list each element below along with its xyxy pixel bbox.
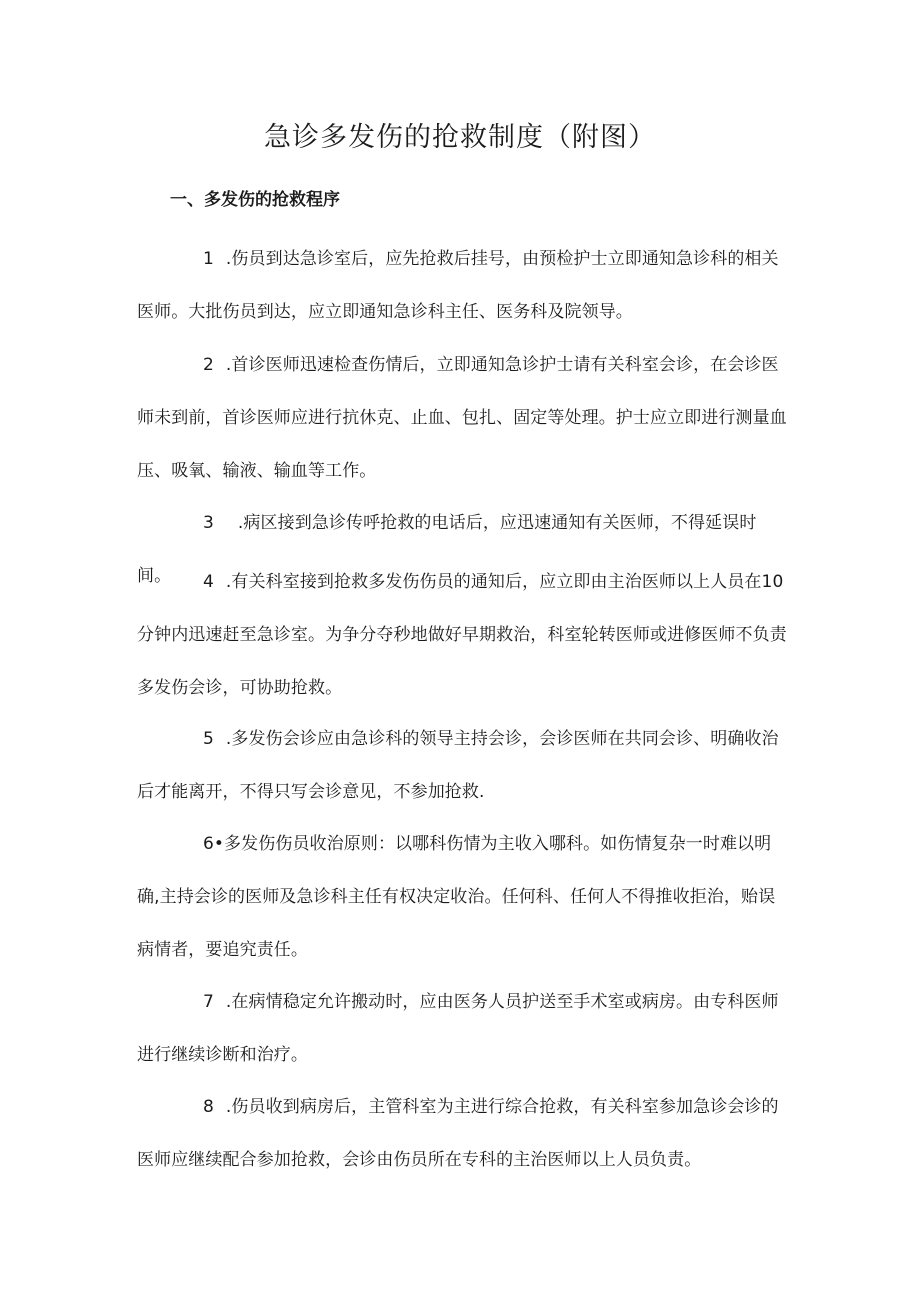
paragraph-number: 8 (203, 1097, 214, 1117)
paragraph-text: .有关科室接到抢救多发伤伤员的通知后，应立即由主治医师以上人员在10分钟内迅速赶至急诊室。为争分夺秒地做好早期救治，科室轮转医师或进修医师不负责多发伤会诊，可协助抢救。 (137, 572, 787, 698)
paragraph-text: 多发伤伤员收治原则：以哪科伤情为主收入哪科。如伤情复杂一时难以明确,主持会诊的医师及急诊科主任有权决定收治。任何科、任何人不得推收拒治，贻误病情者，要追究责任。 (137, 834, 776, 960)
paragraph-2 (137, 339, 787, 498)
paragraph-7 (137, 976, 787, 1082)
section-heading: 一、多发伤的抢救程序 (170, 190, 340, 210)
paragraph-5 (137, 713, 787, 819)
paragraph-number: 1 (203, 249, 214, 269)
paragraph-text: .多发伤会诊应由急诊科的领导主持会诊，会诊医师在共同会诊、明确收治后才能离开，不得只写会诊意见，不参加抢救. (137, 729, 779, 802)
paragraph-6 (137, 818, 787, 977)
paragraph-number: 3 (203, 513, 214, 533)
paragraph-text: .首诊医师迅速检查伤情后，立即通知急诊护士请有关科室会诊，在会诊医师未到前，首诊医师应进行抗休克、止血、包扎、固定等处理。护士应立即进行测量血压、吸氧、输液、输血等工作。 (137, 355, 787, 481)
paragraph-text: .伤员收到病房后，主管科室为主进行综合抢救，有关科室参加急诊会诊的医师应继续配合参加抢救，会诊由伤员所在专科的主治医师以上人员负责。 (137, 1097, 779, 1170)
paragraph-number: 6• (203, 834, 225, 854)
paragraph-4 (137, 556, 787, 715)
paragraph-text: .病区接到急诊传呼抢救的电话后，应迅速通知有关医师，不得延误时间。 (137, 513, 757, 586)
page-title: 急诊多发伤的抢救制度（附图） (264, 122, 656, 153)
paragraph-text: .伤员到达急诊室后，应先抢救后挂号，由预检护士立即通知急诊科的相关医师。大批伤员到达，应立即通知急诊科主任、医务科及院领导。 (137, 249, 779, 322)
paragraph-number: 2 (203, 355, 214, 375)
paragraph-8 (137, 1081, 787, 1187)
paragraph-number: 4 (203, 572, 214, 592)
paragraph-number: 7 (203, 992, 214, 1012)
paragraph-number: 5 (203, 729, 214, 749)
paragraph-1 (137, 233, 787, 339)
paragraph-text: .在病情稳定允许搬动时，应由医务人员护送至手术室或病房。由专科医师进行继续诊断和治疗。 (137, 992, 779, 1065)
